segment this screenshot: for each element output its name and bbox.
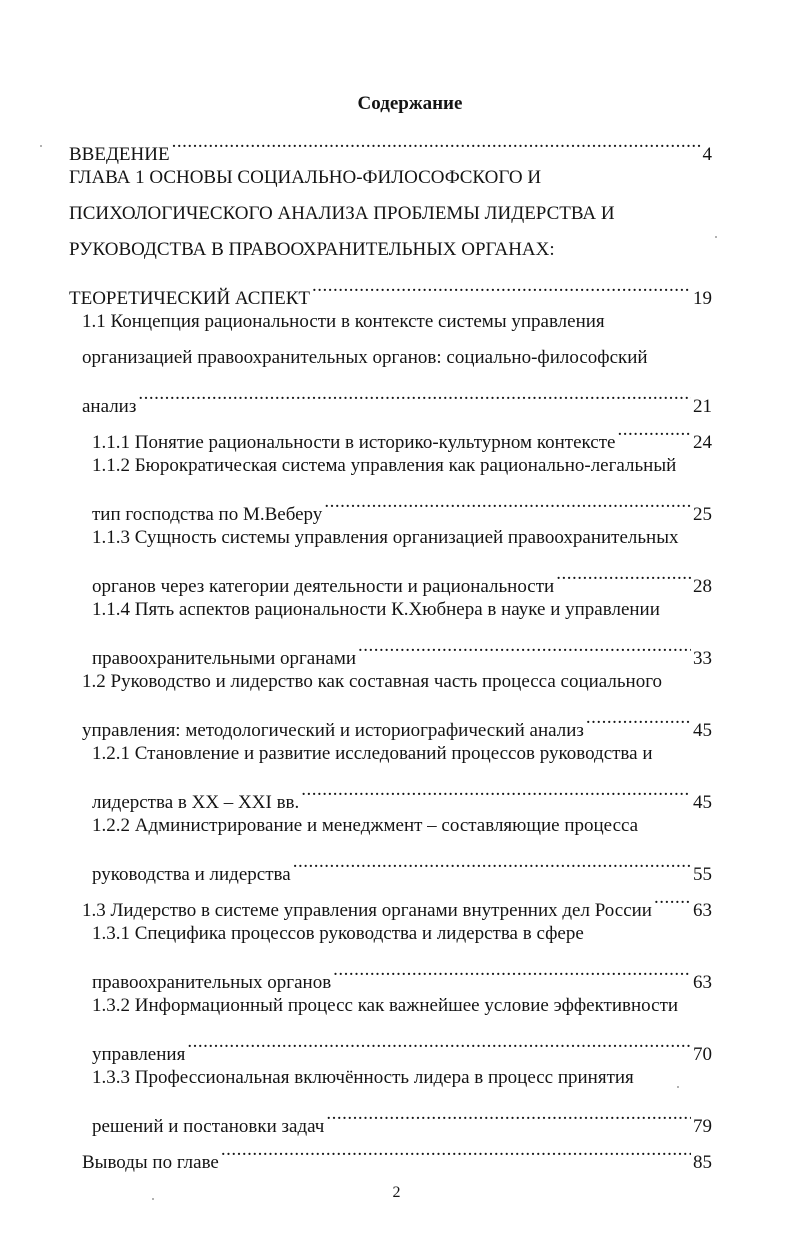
toc-entry-text: тип господства по М.Веберу [92,504,323,525]
toc-subsection-line[interactable]: 1.2.1 Становление и развитие исследований процессов руководства и [92,743,653,764]
toc-section-line[interactable]: организацией правоохранительных органов: социально-философский [82,347,648,368]
toc-page-number: 85 [693,1152,712,1173]
toc-entry-text: 1.3 Лидерство в системе управления органами внутренних дел России [82,900,652,921]
toc-section-line[interactable]: 1.2 Руководство и лидерство как составная часть процесса социального [82,671,663,692]
dot-leader [333,952,691,988]
toc-page-number: 28 [693,576,712,597]
toc-chapter-line[interactable]: ГЛАВА 1 ОСНОВЫ СОЦИАЛЬНО-ФИЛОСОФСКОГО И [69,167,542,188]
toc-page-number: 24 [693,432,712,453]
dot-leader [172,124,701,160]
table-of-contents [0,124,793,1173]
toc-subsection-line[interactable]: 1.1.4 Пять аспектов рациональности К.Хюбнера в науке и управлении [92,599,660,620]
toc-page-number: 45 [693,792,712,813]
dot-leader [654,880,691,916]
toc-entry-1-3[interactable] [82,880,712,921]
toc-entry-text: решений и постановки задач [92,1116,325,1137]
toc-entry-chapter1[interactable] [69,268,712,309]
toc-chapter-line[interactable]: РУКОВОДСТВА В ПРАВООХРАНИТЕЛЬНЫХ ОРГАНАХ: [69,239,555,260]
dot-leader [358,628,691,664]
page-title: Содержание [357,93,463,114]
toc-entry-1-3-2[interactable] [92,1024,712,1065]
toc-entry-text: лидерства в XX – XXI вв. [92,792,300,813]
toc-entry-1-2-2[interactable] [92,844,712,885]
toc-subsection-line[interactable]: 1.2.2 Администрирование и менеджмент – составляющие процесса [92,815,639,836]
toc-subsection-line[interactable]: 1.3.3 Профессиональная включённость лидера в процесс принятия [92,1067,634,1088]
toc-entry-1-1[interactable] [82,376,712,417]
toc-entry-text: управления [92,1044,186,1065]
toc-entry-text: правоохранительными органами [92,648,357,669]
toc-page-number: 63 [693,972,712,993]
toc-entry-conclusions[interactable] [82,1132,712,1173]
toc-page-number: 45 [693,720,712,741]
dot-leader [221,1132,691,1168]
dot-leader [293,844,691,880]
toc-entry-text: органов через категории деятельности и рациональности [92,576,555,597]
toc-entry-1-3-3[interactable] [92,1096,712,1137]
scan-speck [677,1086,679,1088]
toc-entry-1-1-2[interactable] [92,484,712,525]
toc-entry-intro[interactable] [69,124,712,165]
dot-leader [138,376,691,412]
toc-entry-text: ТЕОРЕТИЧЕСКИЙ АСПЕКТ [69,288,310,309]
toc-page-number: 33 [693,648,712,669]
toc-entry-1-2-1[interactable] [92,772,712,813]
toc-subsection-line[interactable]: 1.3.1 Специфика процессов руководства и лидерства в сфере [92,923,584,944]
toc-page-number: 63 [693,900,712,921]
dot-leader [301,772,691,808]
dot-leader [617,412,691,448]
toc-entry-text: Выводы по главе [82,1152,219,1173]
scan-speck [152,1198,154,1200]
dot-leader [556,556,691,592]
toc-subsection-line[interactable]: 1.1.3 Сущность системы управления организацией правоохранительных [92,527,679,548]
toc-entry-text: руководства и лидерства [92,864,291,885]
toc-entry-1-1-1[interactable] [92,412,712,453]
scan-speck [715,236,717,238]
toc-subsection-line[interactable]: 1.1.2 Бюрократическая система управления как рационально-легальный [92,455,677,476]
scan-speck [40,145,42,147]
toc-page-number: 55 [693,864,712,885]
dot-leader [326,1096,691,1132]
toc-section-line[interactable]: 1.1 Концепция рациональности в контексте системы управления [82,311,605,332]
toc-entry-text: ВВЕДЕНИЕ [69,144,170,165]
toc-page-number: 70 [693,1044,712,1065]
dot-leader [312,268,691,304]
toc-subsection-line[interactable]: 1.3.2 Информационный процесс как важнейшее условие эффективности [92,995,679,1016]
page-number: 2 [392,1184,401,1201]
toc-entry-1-3-1[interactable] [92,952,712,993]
toc-entry-text: 1.1.1 Понятие рациональности в историко-культурном контексте [92,432,616,453]
toc-entry-1-1-3[interactable] [92,556,712,597]
dot-leader [324,484,691,520]
toc-entry-text: управления: методологический и историографический анализ [82,720,584,741]
toc-page-number: 21 [693,396,712,417]
toc-page-number: 4 [702,144,712,165]
dot-leader [586,700,691,736]
dot-leader [187,1024,691,1060]
toc-page-number: 79 [693,1116,712,1137]
toc-entry-1-2[interactable] [82,700,712,741]
toc-chapter-line[interactable]: ПСИХОЛОГИЧЕСКОГО АНАЛИЗА ПРОБЛЕМЫ ЛИДЕРСТВА И [69,203,615,224]
toc-entry-1-1-4[interactable] [92,628,712,669]
toc-page-number: 19 [693,288,712,309]
toc-page-number: 25 [693,504,712,525]
toc-entry-text: анализ [82,396,137,417]
toc-entry-text: правоохранительных органов [92,972,332,993]
